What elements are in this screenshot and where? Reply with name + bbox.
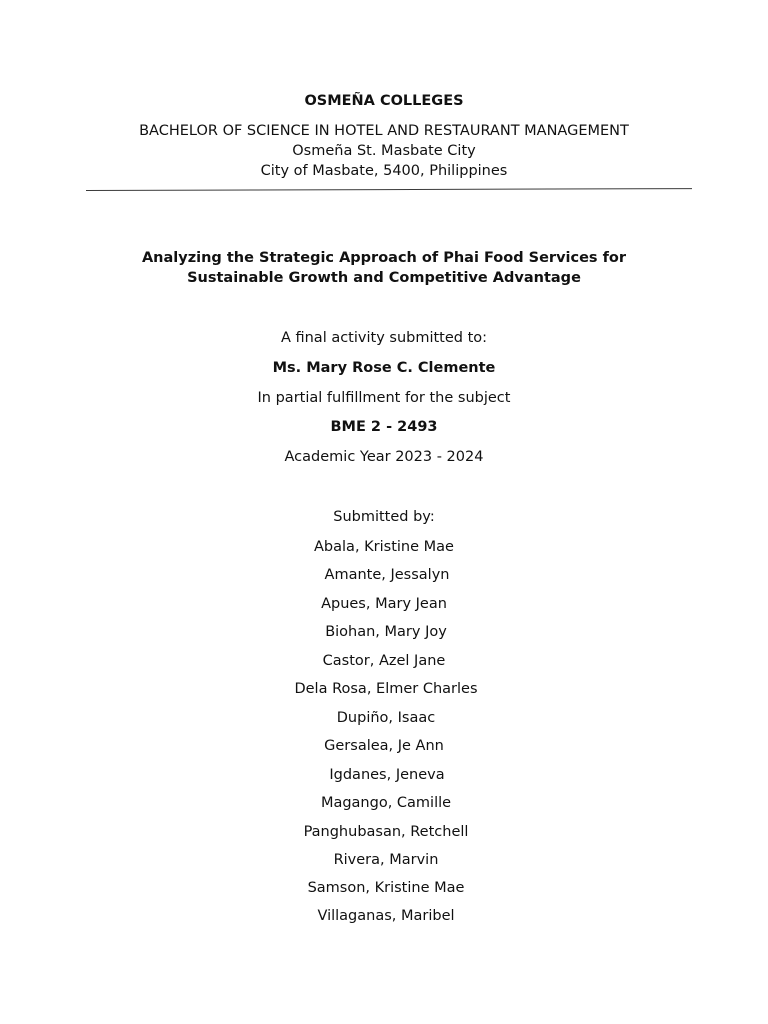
- author-name: Amante, Jessalyn: [324, 567, 450, 583]
- street-address: Osmeña St. Masbate City: [292, 143, 476, 159]
- author-name: Villaganas, Maribel: [317, 908, 455, 924]
- institution-name: OSMEÑA COLLEGES: [304, 93, 464, 109]
- author-name: Panghubasan, Retchell: [303, 824, 469, 840]
- author-name: Rivera, Marvin: [333, 852, 439, 868]
- author-name: Abala, Kristine Mae: [314, 539, 454, 555]
- fulfillment-label: In partial fulfillment for the subject: [257, 390, 511, 406]
- submitted-to-label: A final activity submitted to:: [280, 330, 488, 346]
- author-name: Apues, Mary Jean: [321, 596, 447, 612]
- academic-year: Academic Year 2023 - 2024: [284, 449, 484, 465]
- author-name: Castor, Azel Jane: [322, 653, 446, 669]
- title-line-2: Sustainable Growth and Competitive Advantage: [187, 270, 581, 286]
- program-name: BACHELOR OF SCIENCE IN HOTEL AND RESTAURANT MANAGEMENT: [139, 123, 629, 139]
- author-name: Igdanes, Jeneva: [329, 767, 445, 783]
- author-name: Gersalea, Je Ann: [324, 738, 444, 754]
- city-address: City of Masbate, 5400, Philippines: [260, 163, 508, 179]
- title-line-1: Analyzing the Strategic Approach of Phai Food Services for: [141, 250, 627, 266]
- instructor-name: Ms. Mary Rose C. Clemente: [272, 360, 496, 376]
- subject-code: BME 2 - 2493: [330, 419, 438, 435]
- author-name: Magango, Camille: [320, 795, 452, 811]
- author-name: Samson, Kristine Mae: [307, 880, 465, 896]
- header-divider: [86, 188, 692, 191]
- author-name: Biohan, Mary Joy: [325, 624, 447, 640]
- submitted-by-label: Submitted by:: [333, 509, 435, 525]
- author-name: Dela Rosa, Elmer Charles: [294, 681, 478, 697]
- author-name: Dupiño, Isaac: [336, 710, 436, 726]
